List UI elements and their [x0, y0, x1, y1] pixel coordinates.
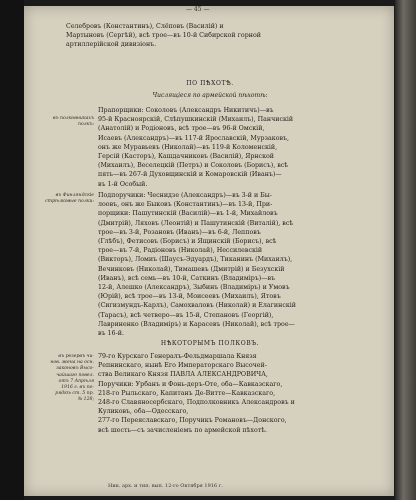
text-line: 95-й Красноярскій, Слѣпушкинскій (Михаилъ), Панчискій — [98, 116, 294, 124]
text-line: (Анатолій) и Родіоновъ, всѣ трое—въ 96-й Омскій, — [98, 125, 265, 133]
margin-note-line: въ полковникахъ — [52, 116, 94, 121]
margin-note-line: отъ 7 Апрѣля — [58, 378, 94, 384]
text-line: Исаевъ (Александръ)—въ 117-й Ярославскій, Мурзаковъ, — [98, 134, 290, 142]
text-line: (Иванъ), всѣ семь—въ 10-й, Саткинъ (Владиміръ)—въ — [98, 274, 276, 282]
praporshchiki-block — [98, 106, 368, 189]
text-line: Поручики: Урбанъ и Фонь-деръ-Оте, оба—Кавказскаго, — [98, 380, 283, 388]
text-line: Селебровъ (Константинъ), Слёповъ (Василій) и — [66, 23, 224, 30]
text-line: Герсій (Касторъ), Кашдачниковъ (Василій), Ярнской — [98, 153, 274, 161]
margin-note-line: въ Финляндскіе — [55, 193, 94, 198]
text-line: (Тарасъ), всѣ четверо—въ 15-й, Степановъ (Георгій), — [98, 311, 274, 319]
text-line: онъ же Муравьевъ (Николай)—въ 119-й Коломенскій, — [98, 143, 278, 151]
text-line: 79-го Курскаго Генералъ-Фельдмаршала Князя — [98, 353, 257, 360]
text-line: Репнинскаго, нынѣ Его Императорскаго Высочей- — [98, 362, 267, 370]
margin-note-line: нов. жена на осн. — [50, 360, 94, 366]
margin-note-2 — [36, 193, 94, 205]
text-line: Куликовъ, оба—Одесскаго, — [98, 408, 189, 416]
heading-infantry: ПО ПѢХОТѢ. — [186, 80, 234, 87]
text-line: (Викторъ), Ломиъ (Шаусъ-Эдуардъ), Тиканинъ (Михаилъ), — [98, 256, 293, 264]
margin-note-line: № 128; — [77, 397, 94, 403]
text-line: въ 1-й Особый. — [98, 180, 148, 188]
text-line: Подпоручики: Чеснидзе (Александръ)—въ 3-й и Бы- — [98, 192, 272, 199]
text-line: трое—въ 3-й, Розановъ (Иванъ)—въ 6-й, Лепповъ — [98, 228, 261, 236]
subheading-army: Числящіеся по армейской пѣхотѣ: — [152, 92, 268, 99]
text-line: артиллерійской дивизіонъ. — [66, 41, 157, 49]
margin-note-line: законовъ Высо- — [56, 366, 94, 372]
text-line: въ 16-й. — [98, 330, 124, 338]
text-line: Прапорщики: Соколовъ (Александръ Никитичъ)—въ — [98, 107, 274, 114]
page-number: — 45 — — [186, 6, 210, 13]
text-line: 12-й, Алешко (Александръ), Зыбинъ (Владиміръ) и Умовъ — [98, 284, 290, 292]
margin-note-3 — [36, 354, 94, 404]
margin-note-line: рядкѣ ст. 5 пр. — [55, 391, 94, 397]
margin-note-line: чайшаго повел. — [56, 372, 94, 378]
margin-note-line: стрѣлковые полки: — [45, 199, 94, 205]
text-line: (Дмитрій), Ляховъ (Леонтій) и Пашутинскій (Виталій), всѣ — [98, 219, 294, 227]
text-line: ства Великаго Князя ПАВЛА АЛЕКСАНДРОВИЧА, — [98, 371, 268, 379]
text-line: 218-го Рыльскаго, Капитанъ Де-Витте—Кавказскаго, — [98, 389, 276, 397]
margin-note-line: полкъ: — [77, 122, 94, 128]
text-line: лоовъ, онъ же Быковъ (Константинъ)—въ 13-й, При- — [98, 201, 273, 209]
text-line: (Михаилъ), Веселецкій (Петръ) и Соколовъ (Борисъ), всѣ — [98, 162, 289, 170]
cavalry-block — [98, 352, 368, 435]
page-edge-stack — [395, 0, 416, 500]
text-line: (Сигизмундъ-Карлъ), Самохваловъ (Николай) и Елагинскій — [98, 302, 296, 310]
text-line: Лавриненко (Владиміръ) и Карасевъ (Николай), всѣ трое— — [98, 320, 295, 328]
text-line: трое—въ 7-й, Радіоновъ (Николай), Нессилевскій — [98, 247, 263, 255]
podporuchiki-block — [98, 191, 368, 338]
text-line: пять—въ 267-й Духовщинскій и Комаровскій (Иванъ)— — [98, 171, 282, 179]
heading-cavalry: НѢКОТОРЫМЪ ПОЛКОВЪ. — [160, 340, 260, 347]
text-line: 277-го Переяславскаго, Поручикъ Романовъ—Донского, — [98, 417, 287, 425]
margin-note-1 — [36, 116, 94, 128]
footer-imprint: Ник. арх. и тип. вып. 12-го Октября 1916 г. — [108, 483, 223, 489]
margin-note-line: 1916 г. въ по- — [61, 385, 94, 391]
text-line: Мартыновъ (Сергѣй), всѣ трое—въ 10-й Сибирской горной — [66, 32, 261, 40]
text-line: 248-го Славяносербскаго, Подполковникъ Александровъ и — [98, 399, 295, 407]
text-line: (Юрій), всѣ трое—въ 13-й, Моисеевъ (Михаилъ), Ятовъ — [98, 293, 281, 301]
text-line: (Глѣбъ), Фетисовъ (Борисъ) и Ящинскій (Борисъ), всѣ — [98, 238, 277, 246]
text-line: всѣ шесть—съ зачисленіемъ по армейской пѣхотѣ. — [98, 426, 268, 434]
margin-note-line: въ резервъ чи- — [58, 354, 94, 359]
text-line: Вечинковъ (Николай), Тимашевъ (Дмитрій) и Безухскій — [98, 265, 285, 273]
top-block — [66, 22, 336, 50]
text-line: порщики: Пашутинскій (Василій)—въ 1-й, Михайловъ — [98, 210, 278, 218]
book-binding — [0, 0, 24, 500]
